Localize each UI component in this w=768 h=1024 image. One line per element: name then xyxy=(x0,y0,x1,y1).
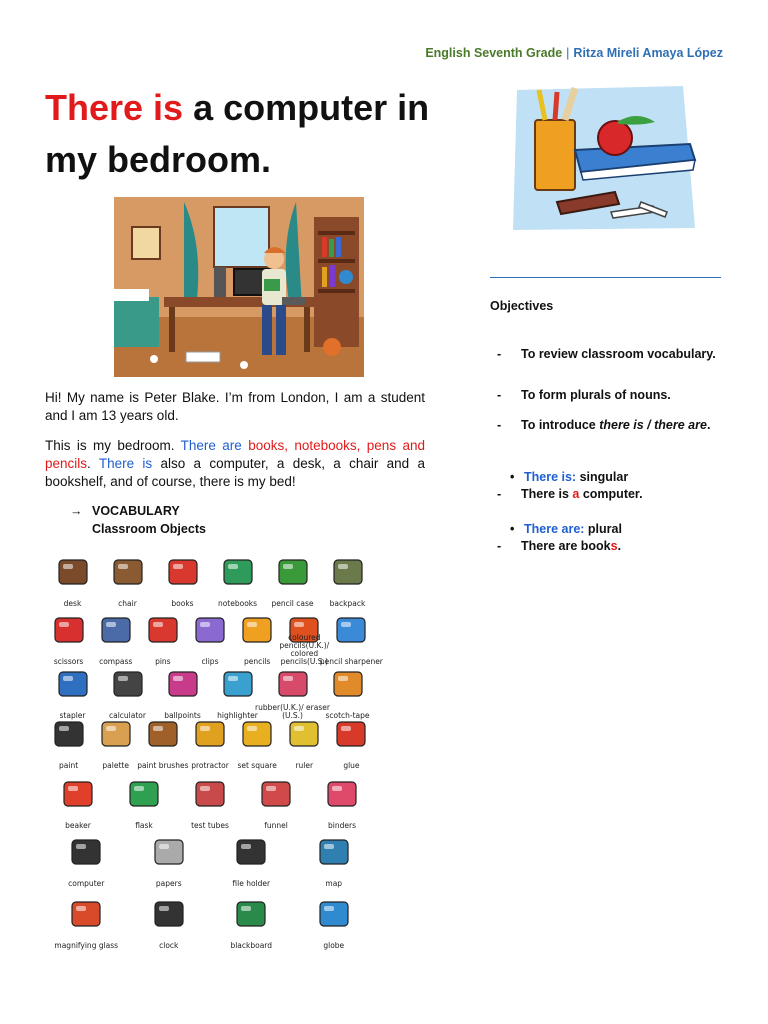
vocab-label: test tubes xyxy=(191,821,229,830)
vocab-label: notebooks xyxy=(217,599,258,608)
paint-icon xyxy=(49,716,89,752)
vocab-item xyxy=(321,710,381,770)
vocabulary-heading xyxy=(70,502,206,538)
vocab-item xyxy=(114,770,174,830)
computer-icon xyxy=(66,834,106,870)
vocab-label: paint xyxy=(59,761,79,770)
vocab-label: glue xyxy=(343,761,360,770)
vocab-label: paint brushes xyxy=(137,761,189,770)
vocab-label: blackboard xyxy=(230,941,273,950)
plural-suffix: s xyxy=(610,539,618,553)
vocab-label: clock xyxy=(159,941,179,950)
vocab-label: pins xyxy=(155,657,171,666)
vocab-label: stapler xyxy=(59,711,86,720)
vocab-label: backpack xyxy=(329,599,366,608)
vocab-item xyxy=(221,828,281,888)
objective-text: To review classroom vocabulary. xyxy=(521,347,716,361)
palette-icon xyxy=(96,716,136,752)
beaker-icon xyxy=(58,776,98,812)
vocab-label: palette xyxy=(102,761,129,770)
plural-example xyxy=(497,539,621,553)
header-separator: | xyxy=(566,46,570,60)
binders-icon xyxy=(322,776,362,812)
vocab-item xyxy=(208,548,268,608)
ballpoints-icon xyxy=(163,666,203,702)
vocab-label: highlighter xyxy=(217,711,258,720)
there-are-text: There are xyxy=(180,438,242,453)
books-icon xyxy=(163,554,203,590)
singular-word: singular xyxy=(576,470,629,484)
scissors-icon xyxy=(49,612,89,648)
bedroom-paragraph xyxy=(45,437,425,491)
dash-marker: - xyxy=(497,388,502,402)
funnel-icon xyxy=(256,776,296,812)
tape-icon xyxy=(328,666,368,702)
dash-marker: - xyxy=(497,347,502,361)
set-square-icon xyxy=(237,716,277,752)
plural-word: plural xyxy=(584,522,622,536)
bedroom-text-2: . xyxy=(87,456,99,471)
vocab-label: file holder xyxy=(232,879,271,888)
notebooks-icon xyxy=(218,554,258,590)
vocab-label: pencils xyxy=(243,657,271,666)
vocab-label: chair xyxy=(118,599,137,608)
vocab-label: pencil sharpener xyxy=(319,657,383,666)
vocab-label: beaker xyxy=(65,821,91,830)
singular-rule xyxy=(510,470,628,484)
protractor-icon xyxy=(190,716,230,752)
vocab-label: scotch-tape xyxy=(325,711,370,720)
objective-text-start: To introduce xyxy=(521,418,596,432)
example-text-end: computer. xyxy=(579,487,643,501)
page-header xyxy=(425,46,723,60)
bedroom-text-3: also a computer, a desk, a chair and a bookshelf, and of course, there is my bed! xyxy=(45,456,425,489)
objectives-title: Objectives xyxy=(490,299,554,313)
vocab-label: rubber(U.K.)/ eraser (U.S.) xyxy=(255,703,330,720)
bedroom-illustration xyxy=(114,197,364,377)
test-tubes-icon xyxy=(190,776,230,812)
author-name: Ritza Mireli Amaya López xyxy=(573,46,723,60)
pencil-sharpener-icon xyxy=(331,612,371,648)
course-name: English Seventh Grade xyxy=(425,46,563,60)
vocab-label: map xyxy=(325,879,343,888)
dash-marker: - xyxy=(497,418,502,432)
eraser-icon xyxy=(273,666,313,702)
example-period: . xyxy=(617,539,622,553)
clock-icon xyxy=(149,896,189,932)
page-title xyxy=(45,82,465,186)
section-divider xyxy=(490,277,721,278)
desk-icon xyxy=(53,554,93,590)
vocab-item xyxy=(153,548,213,608)
vocab-label: globe xyxy=(323,941,345,950)
bullet-marker: • xyxy=(510,522,515,536)
classroom-objects-grid xyxy=(45,548,383,963)
dash-marker: - xyxy=(497,487,502,501)
glue-icon xyxy=(331,716,371,752)
vocab-item xyxy=(263,548,323,608)
paint-brushes-icon xyxy=(143,716,183,752)
vocab-label: calculator xyxy=(109,711,146,720)
vocab-item xyxy=(321,606,381,666)
chair-icon xyxy=(108,554,148,590)
magnifying-glass-icon xyxy=(66,896,106,932)
vocab-label: flask xyxy=(135,821,153,830)
vocab-label: papers xyxy=(155,879,182,888)
flask-icon xyxy=(124,776,164,812)
example-text: There are book xyxy=(521,539,611,553)
vocab-item xyxy=(139,890,199,950)
vocab-label: protractor xyxy=(191,761,229,770)
vocab-label: coloured pencils(U.K.)/ colored pencils(U.S.) xyxy=(279,633,330,666)
ruler-icon xyxy=(284,716,324,752)
plural-items-text: books, notebooks, pens and pencils xyxy=(45,438,425,471)
example-article: a xyxy=(572,487,580,501)
dash-marker: - xyxy=(497,539,502,553)
vocab-item xyxy=(312,770,372,830)
papers-icon xyxy=(149,834,189,870)
there-is-text: There is xyxy=(98,456,153,471)
vocab-label: ruler xyxy=(295,761,314,770)
vocab-item xyxy=(304,828,364,888)
vocab-label: books xyxy=(171,599,194,608)
pencil-case-icon xyxy=(273,554,313,590)
pins-icon xyxy=(143,612,183,648)
school-supplies-illustration xyxy=(505,80,705,240)
vocab-item xyxy=(180,770,240,830)
compass-icon xyxy=(96,612,136,648)
vocab-label: clips xyxy=(201,657,219,666)
vocab-item xyxy=(246,770,306,830)
vocab-label: desk xyxy=(63,599,82,608)
singular-label: There is: xyxy=(524,470,577,484)
intro-paragraph: Hi! My name is Peter Blake. I’m from London, I am a student and I am 13 years old. xyxy=(45,390,425,423)
vocabulary-subtitle: Classroom Objects xyxy=(92,522,206,536)
vocab-label: ballpoints xyxy=(164,711,201,720)
stapler-icon xyxy=(53,666,93,702)
highlighter-icon xyxy=(218,666,258,702)
vocab-label: pencil case xyxy=(271,599,314,608)
vocab-label: compass xyxy=(99,657,133,666)
plural-rule xyxy=(510,522,622,536)
vocab-item xyxy=(56,828,116,888)
vocab-label: scissors xyxy=(53,657,84,666)
calculator-icon xyxy=(108,666,148,702)
title-highlight: There is xyxy=(45,87,184,128)
plural-label: There are: xyxy=(524,522,585,536)
example-text: There is xyxy=(521,487,573,501)
vocab-item xyxy=(139,828,199,888)
globe-icon xyxy=(314,896,354,932)
vocab-item xyxy=(54,890,119,950)
vocab-label: computer xyxy=(68,879,105,888)
file-holder-icon xyxy=(231,834,271,870)
vocab-label: magnifying glass xyxy=(54,941,119,950)
objective-text: To form plurals of nouns. xyxy=(521,388,671,402)
objective-text xyxy=(521,417,721,434)
clips-icon xyxy=(190,612,230,648)
vocab-item xyxy=(98,548,158,608)
singular-example xyxy=(497,487,643,501)
vocab-label: set square xyxy=(237,761,277,770)
bullet-marker: • xyxy=(510,470,515,484)
bedroom-text-1: This is my bedroom. xyxy=(45,438,181,453)
vocab-label: binders xyxy=(328,821,356,830)
vocab-item xyxy=(43,548,103,608)
vocab-item xyxy=(304,890,364,950)
backpack-icon xyxy=(328,554,368,590)
arrow-icon: → xyxy=(70,504,83,518)
objective-emphasis: there is / there are xyxy=(599,418,707,432)
vocab-item xyxy=(318,548,378,608)
vocab-label: funnel xyxy=(264,821,288,830)
objective-period: . xyxy=(706,418,711,432)
vocab-item xyxy=(221,890,281,950)
blackboard-icon xyxy=(231,896,271,932)
vocabulary-title: VOCABULARY xyxy=(92,504,180,518)
map-icon xyxy=(314,834,354,870)
vocab-item xyxy=(48,770,108,830)
title-rest: a computer in my bedroom. xyxy=(45,87,430,180)
